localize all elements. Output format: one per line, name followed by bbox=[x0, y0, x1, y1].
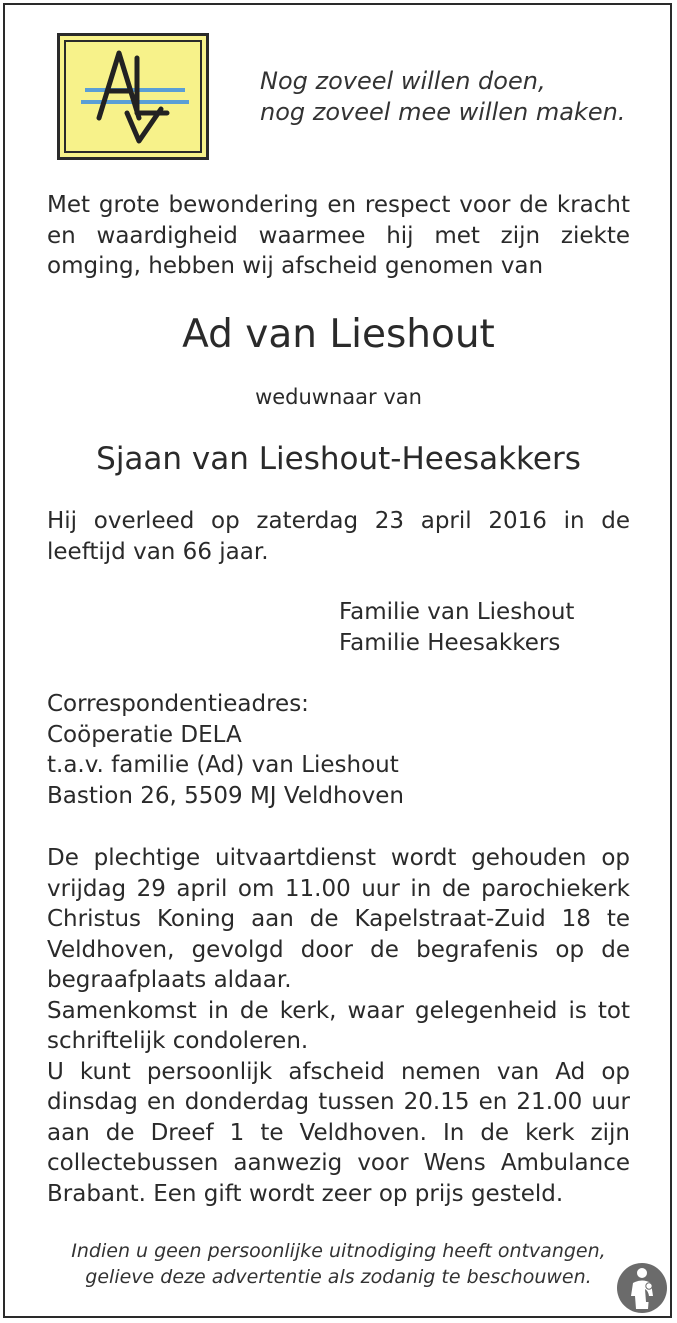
service-line: begraafplaats aldaar. bbox=[47, 967, 292, 993]
family-signatures bbox=[339, 597, 574, 658]
footer-line: gelieve deze advertentie als zodanig te beschouwen. bbox=[85, 1266, 592, 1288]
service-line: collectebussen aanwezig voor Wens Ambulance bbox=[47, 1150, 630, 1176]
service-line: U kunt persoonlijk afscheid nemen van Ad op bbox=[47, 1058, 630, 1085]
service-line: Samenkomst in de kerk, waar gelegenheid is tot bbox=[47, 997, 630, 1024]
correspondence-label: Correspondentieadres: bbox=[47, 691, 309, 717]
service-line: aan de Dreef 1 te Veldhoven. In de kerk zijn bbox=[47, 1119, 630, 1146]
death-notice-line: Hij overleed op zaterdag 23 april 2016 in de bbox=[47, 508, 630, 534]
memorial-quote bbox=[260, 66, 625, 128]
alv-logo bbox=[57, 33, 209, 160]
death-notice-line: leeftijd van 66 jaar. bbox=[47, 538, 269, 565]
service-line: Brabant. Een gift wordt zeer op prijs gesteld. bbox=[47, 1180, 564, 1207]
footer-note bbox=[0, 1238, 677, 1290]
quote-line: Nog zoveel willen doen, bbox=[260, 67, 546, 95]
intro-paragraph bbox=[47, 190, 630, 282]
address-line: t.a.v. familie (Ad) van Lieshout bbox=[47, 752, 399, 778]
family-name: Familie van Lieshout bbox=[339, 599, 575, 625]
service-line: De plechtige uitvaartdienst wordt gehouden op bbox=[47, 845, 630, 871]
service-details bbox=[47, 843, 630, 1209]
spouse-name: Sjaan van Lieshout-Heesakkers bbox=[96, 441, 581, 477]
deceased-name: Ad van Lieshout bbox=[182, 312, 495, 357]
intro-line: omging, hebben wij afscheid genomen van bbox=[47, 253, 544, 279]
service-line: schriftelijk condoleren. bbox=[47, 1028, 309, 1054]
relation-label: weduwnaar van bbox=[255, 385, 422, 409]
intro-line: Met grote bewondering en respect voor de kracht bbox=[47, 192, 630, 218]
family-name: Familie Heesakkers bbox=[339, 629, 561, 656]
address-line: Bastion 26, 5509 MJ Veldhoven bbox=[47, 782, 404, 809]
service-line: Veldhoven, gevolgd door de begrafenis op de bbox=[47, 936, 630, 963]
dela-figure-icon bbox=[616, 1262, 668, 1314]
correspondence-address bbox=[47, 689, 630, 811]
address-line: Coöperatie DELA bbox=[47, 721, 242, 748]
service-line: vrijdag 29 april om 11.00 uur in de parochiekerk bbox=[47, 875, 630, 902]
service-line: dinsdag en donderdag tussen 20.15 en 21.00 uur bbox=[47, 1089, 630, 1115]
service-line: Christus Koning aan de Kapelstraat-Zuid 18 te bbox=[47, 906, 630, 932]
intro-line: en waardigheid waarmee hij met zijn ziekte bbox=[47, 222, 630, 249]
quote-line: nog zoveel mee willen maken. bbox=[260, 98, 626, 126]
footer-line: Indien u geen persoonlijke uitnodiging heeft ontvangen, bbox=[71, 1240, 606, 1262]
death-notice bbox=[47, 506, 630, 567]
